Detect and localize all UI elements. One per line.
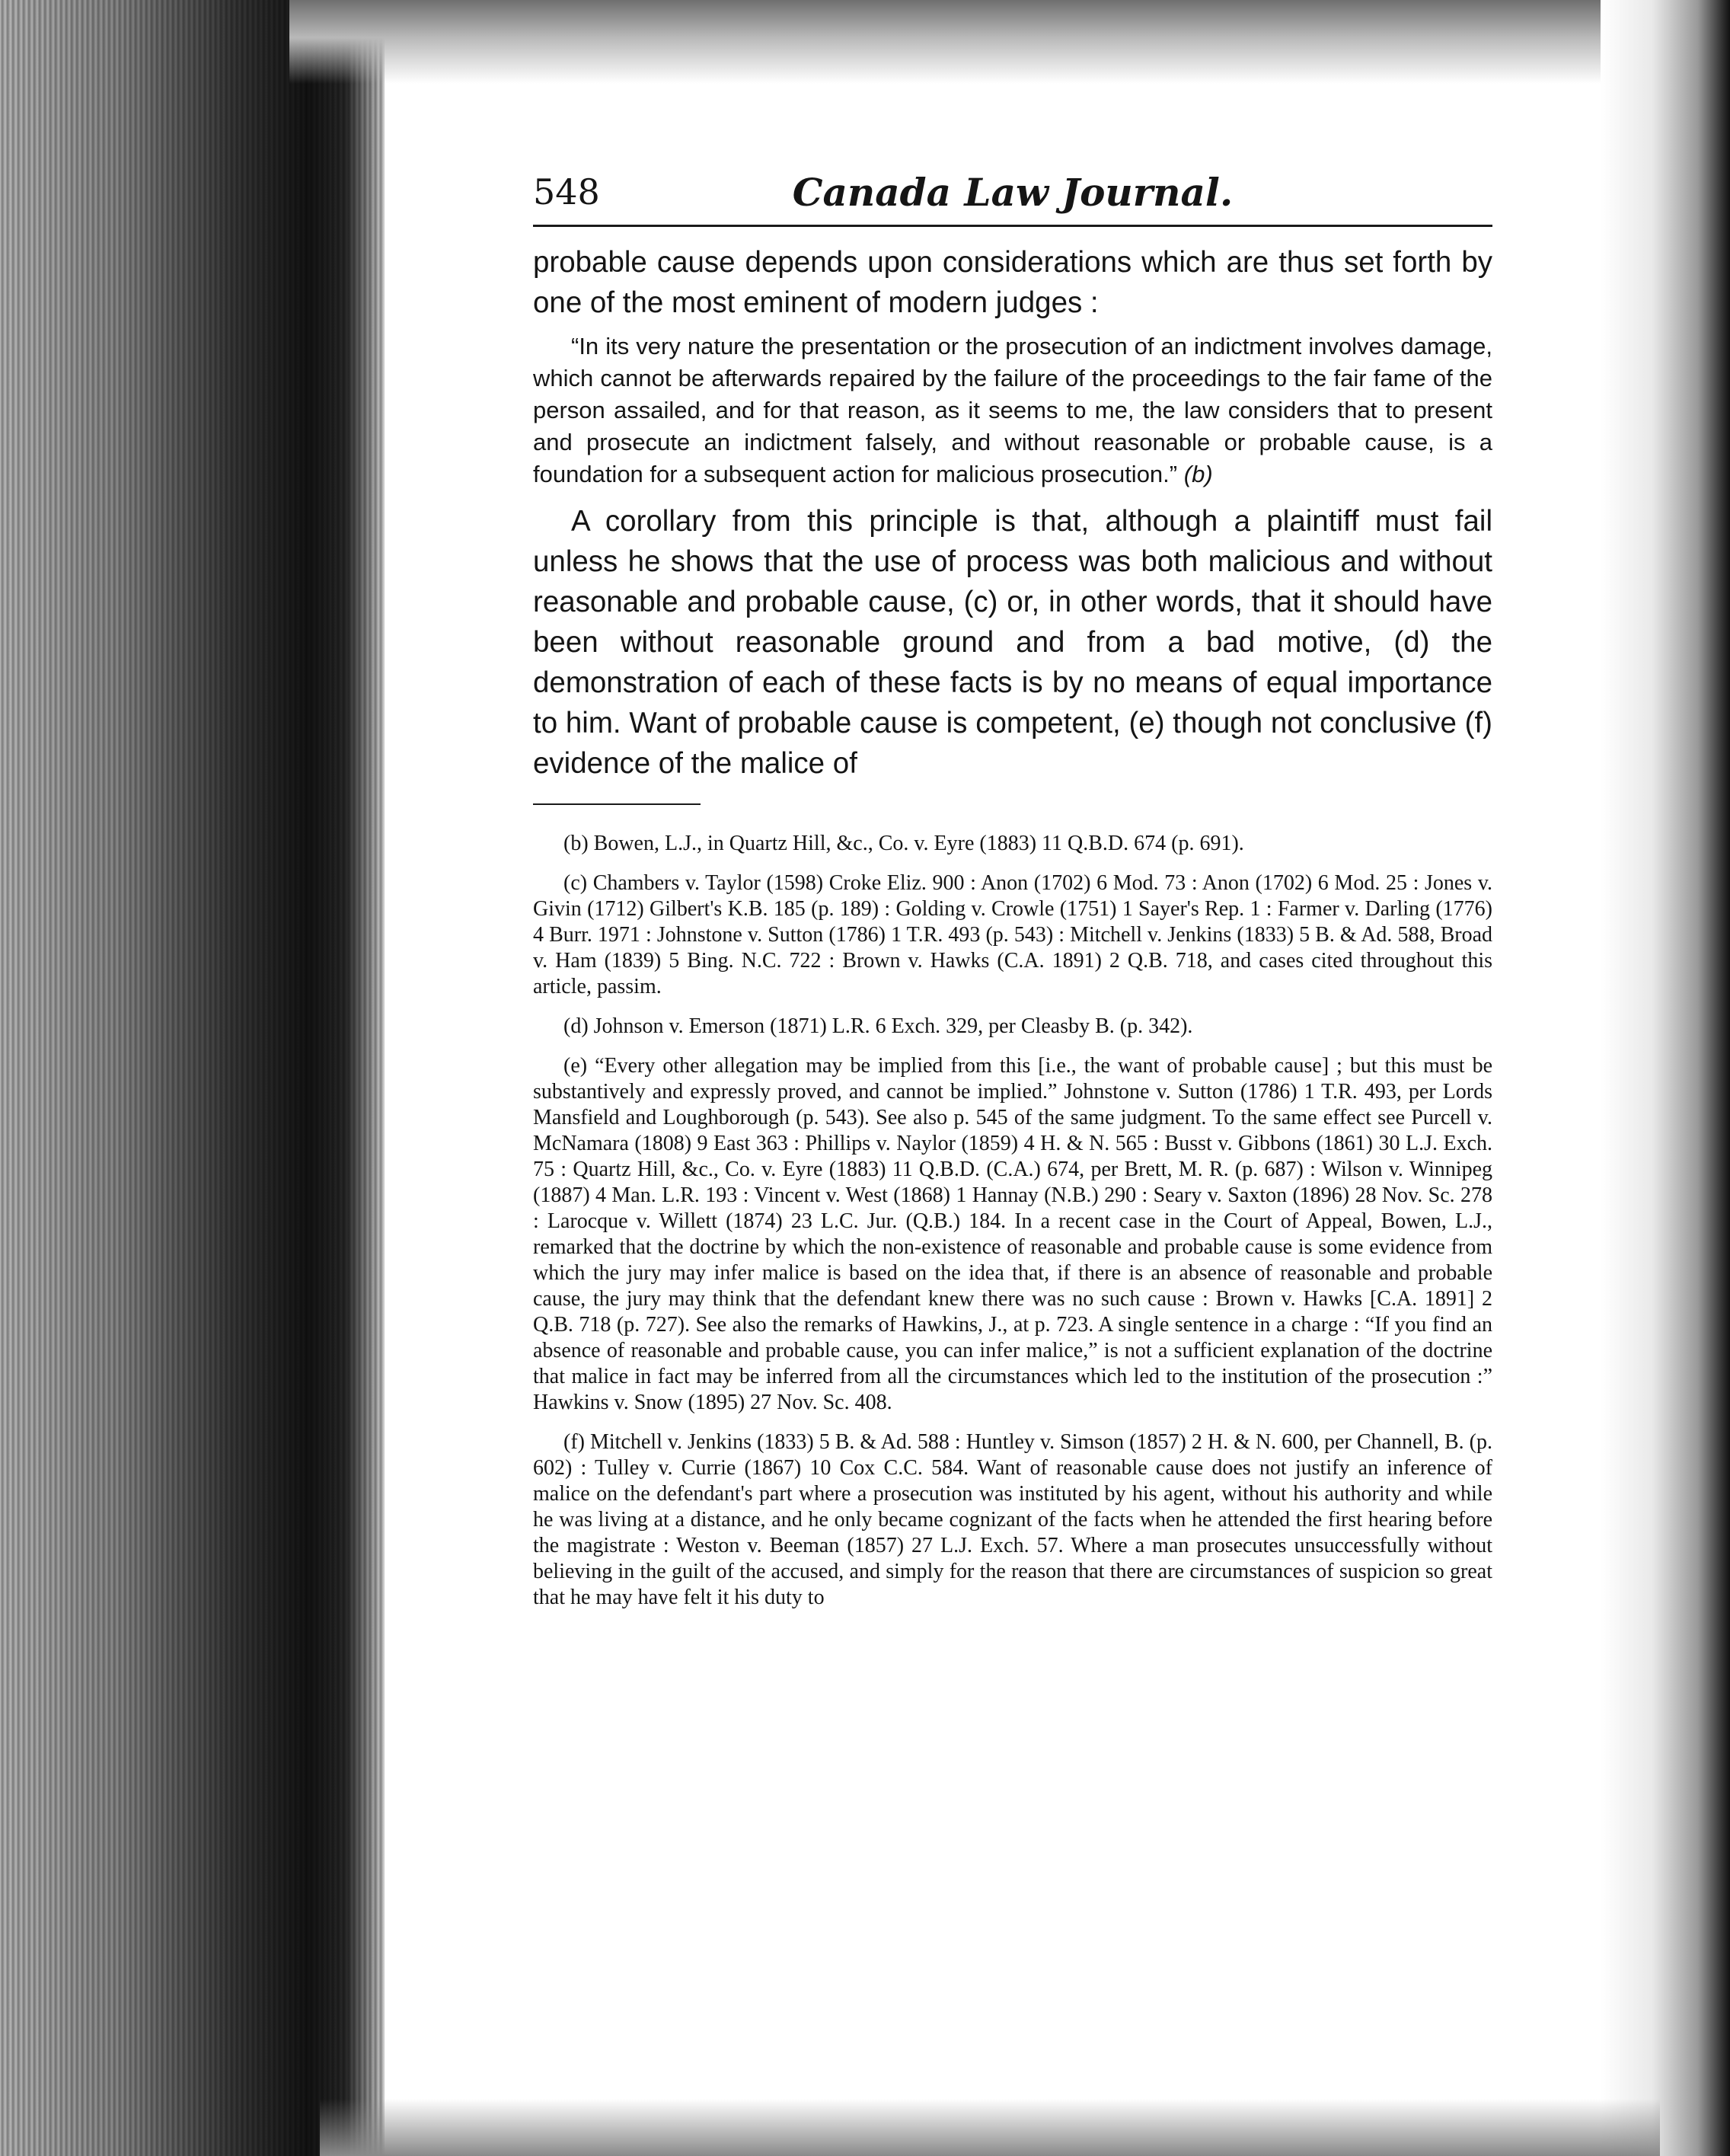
page-number: 548 [533, 171, 600, 212]
footnote-c: (c) Chambers v. Taylor (1598) Croke Eliz. 900 : Anon (1702) 6 Mod. 73 : Anon (1702) 6 Mod. 25 : Jones v. Givin (1712) Gilbert's K.B. 185 (p. 189) : Golding v. Crowle (1751) 1 Sayer's Rep. 1 : Farmer v. Darling (1776) 4 Burr. 1971 : Johnstone v. Sutton (1786) 1 T.R. 493 (p. 543) : Mitchell v. Jenkins (1833) 5 B. & Ad. 588, Broad v. Ham (1839) 5 Bing. N.C. 722 : Brown v. Hawks (C.A. 1891) 2 Q.B. 718, and cases cited throughout this article, passim. [533, 871, 1492, 998]
footnote-e: (e) “Every other allegation may be implied from this [i.e., the want of probable cause] ; but this must be substantively and expressly proved, and cannot be implied.” Johnstone v. Sutton (1786) 1 T.R. 493, per Lords Mansfield and Loughborough (p. 543). See also p. 545 of the same judgment. To the same effect see Purcell v. McNamara (1808) 9 East 363 : Phillips v. Naylor (1859) 4 H. & N. 565 : Busst v. Gibbons (1861) 30 L.J. Exch. 75 : Quartz Hill, &c., Co. v. Eyre (1883) 11 Q.B.D. (C.A.) 674, per Brett, M. R. (p. 687) : Wilson v. Winnipeg (1887) 4 Man. L.R. 193 : Vincent v. West (1868) 1 Hannay (N.B.) 290 : Seary v. Saxton (1896) 28 Nov. Sc. 278 : Larocque v. Willett (1874) 23 L.C. Jur. (Q.B.) 184. In a recent case in the Court of Appeal, Bowen, L.J., remarked that the doctrine by which the non-existence of reasonable and probable cause is some evidence from which the jury may infer malice is based on the idea that, if there is an absence of reasonable and probable cause, the jury may think that the defendant knew there was no such cause : Brown v. Hawks [C.A. 1891] 2 Q.B. 718 (p. 727). See also the remarks of Hawkins, J., at p. 723. A single sentence in a charge : “If you find an absence of reasonable and probable cause, you can infer malice,” is not a sufficient explanation of the doctrine that malice in fact may be inferred from all the circumstances which led to the institution of the prosecution :” Hawkins v. Snow (1895) 27 Nov. Sc. 408. [533, 1054, 1492, 1414]
scan-top-edge [289, 0, 1645, 84]
body-text [533, 242, 1492, 784]
journal-page [533, 164, 1492, 1624]
footnote-f: (f) Mitchell v. Jenkins (1833) 5 B. & Ad. 588 : Huntley v. Simson (1857) 2 H. & N. 600, per Channell, B. (p. 602) : Tulley v. Currie (1867) 10 Cox C.C. 584. Want of reasonable cause does not justify an inference of malice on the defendant's part where a prosecution was instituted by his agent, without his authority and while he was living at a distance, and he only became cognizant of the facts when he attended the first hearing before the magistrate : Weston v. Beeman (1857) 27 L.J. Exch. 57. Where a man prosecutes unsuccessfully without believing in the guilt of the accused, and simply for the reason that there are circumstances of suspicion so great that he may have felt it his duty to [533, 1430, 1492, 1609]
scan-right-edge [1601, 0, 1730, 2156]
footnotes [533, 831, 1492, 1611]
paragraph-intro: probable cause depends upon considerations which are thus set forth by one of the most eminent of modern judges : [533, 246, 1492, 319]
running-title: Canada Law Journal. [792, 170, 1234, 215]
scan-left-edge [0, 0, 385, 2156]
footnote-d: (d) Johnson v. Emerson (1871) L.R. 6 Exch. 329, per Cleasby B. (p. 342). [563, 1014, 1193, 1038]
block-quote [533, 331, 1492, 490]
scan-bottom-edge [320, 2099, 1660, 2156]
quote-footnote-ref: (b) [1183, 461, 1213, 487]
paragraph-corollary: A corollary from this principle is that, although a plaintiff must fail unless he shows that the use of process was both malicious and without reasonable and probable cause, (c) or, in other words, that it should have been without reasonable ground and from a bad motive, (d) the demonstration of each of these facts is by no means of equal importance to him. Want of probable cause is competent, (e) though not conclusive (f) evidence of the malice of [533, 505, 1492, 780]
footnote-b: (b) Bowen, L.J., in Quartz Hill, &c., Co. v. Eyre (1883) 11 Q.B.D. 674 (p. 691). [563, 832, 1244, 855]
quote-text: “In its very nature the presentation or the prosecution of an indictment involves damage, which cannot be afterwards repaired by the failure of the proceedings to the fair fame of the person assailed, and for that reason, as it seems to me, the law considers that to present and prosecute an indictment falsely, and without reasonable or probable cause, is a foundation for a subsequent action for malicious prosecution.” [533, 333, 1492, 487]
footnote-separator [533, 803, 701, 805]
page-header [533, 164, 1492, 227]
